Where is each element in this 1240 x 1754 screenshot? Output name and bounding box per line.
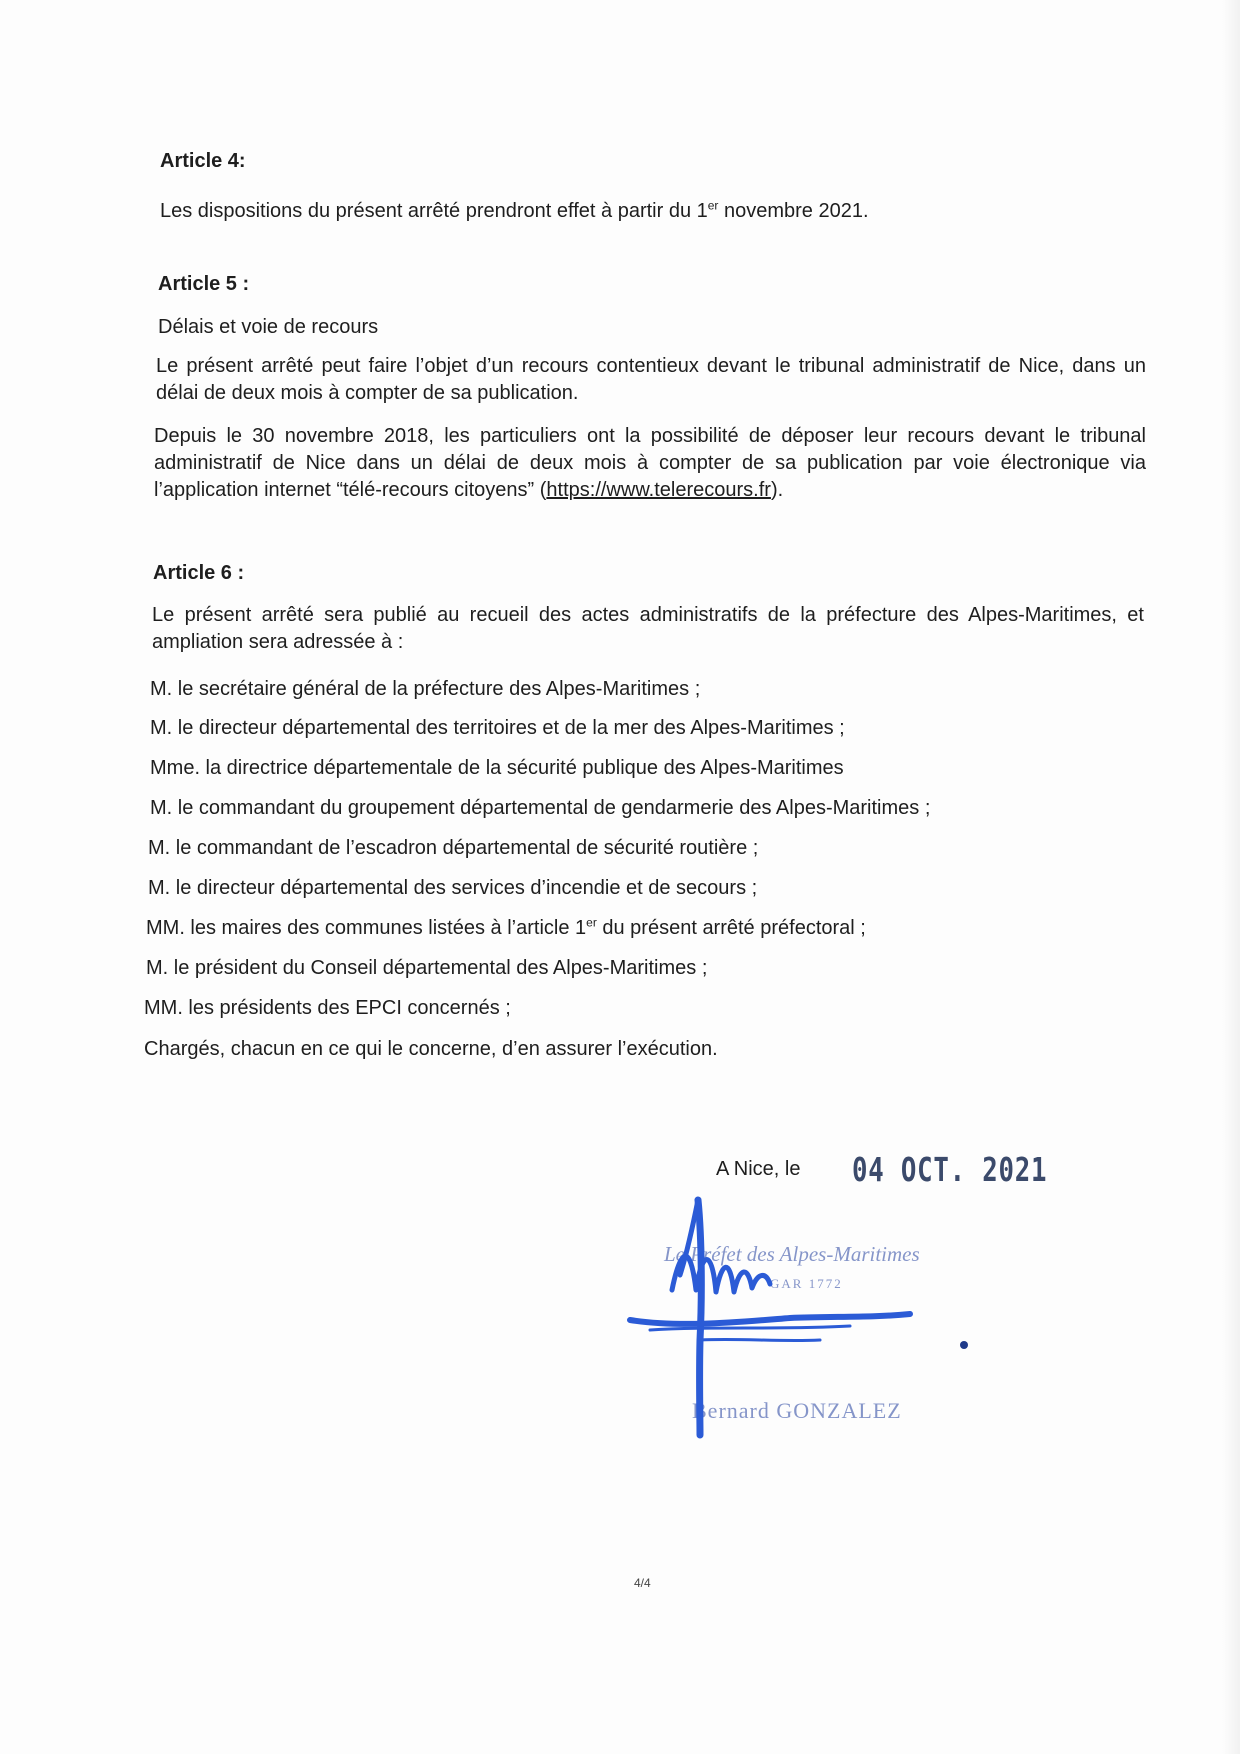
article-4-text-before: Les dispositions du présent arrêté prendront effet à partir du 1	[160, 200, 708, 222]
addressee-maires-after: du présent arrêté préfectoral ;	[596, 917, 866, 939]
page-number: 4/4	[634, 1576, 651, 1590]
stamp-title: Le Préfet des Alpes-Maritimes	[664, 1242, 920, 1266]
stamp-sub: GAR 1772	[770, 1276, 843, 1291]
article-4-text	[160, 198, 1060, 225]
handwritten-signature	[620, 1180, 1010, 1440]
article-4-text-after: novembre 2021.	[718, 200, 869, 222]
addressee-president-conseil: M. le président du Conseil départemental des Alpes-Maritimes ;	[146, 957, 708, 979]
article-5-paragraph-2	[154, 423, 1146, 504]
stamp-name: Bernard GONZALEZ	[692, 1398, 902, 1423]
date-stamp: 04 OCT. 2021	[852, 1150, 1048, 1189]
article-5-paragraph-1: Le présent arrêté peut faire l’objet d’un recours contentieux devant le tribunal administratif de Nice, dans un délai de deux mois à compter de sa publication.	[156, 355, 1146, 404]
addressee-maires-superscript: er	[586, 915, 597, 930]
article-6-intro: Le présent arrêté sera publié au recueil des actes administratifs de la préfecture des Alpes-Maritimes, et ampliation sera adressée à :	[152, 604, 1144, 653]
article-5-heading: Article 5 :	[158, 273, 250, 295]
addressee-directrice-securite: Mme. la directrice départementale de la sécurité publique des Alpes-Maritimes	[150, 757, 844, 779]
article-4-heading: Article 4:	[160, 150, 246, 172]
addressee-maires	[146, 915, 866, 941]
article-6-heading: Article 6 :	[153, 562, 245, 584]
telerecours-link[interactable]: https://www.telerecours.fr	[546, 479, 771, 501]
addressee-secretaire-general: M. le secrétaire général de la préfecture des Alpes-Maritimes ;	[150, 678, 701, 700]
addressee-directeur-incendie: M. le directeur départemental des services d’incendie et de secours ;	[148, 877, 758, 899]
addressee-directeur-territoires: M. le directeur départemental des territoires et de la mer des Alpes-Maritimes ;	[150, 717, 845, 739]
addressee-commandant-escadron: M. le commandant de l’escadron départemental de sécurité routière ;	[148, 837, 759, 859]
scan-edge-shadow	[1222, 0, 1240, 1754]
article-5-paragraph-2-before: Depuis le 30 novembre 2018, les particuliers ont la possibilité de déposer leur recours devant le tribunal administratif de Nice dans un délai de deux mois à compter de sa publication par voie électronique via l’application internet “télé-recours citoyens” (	[154, 425, 1146, 501]
article-5-paragraph-2-after: ).	[770, 479, 784, 501]
article-5-subheading: Délais et voie de recours	[158, 316, 379, 338]
addressee-maires-before: MM. les maires des communes listées à l’article 1	[146, 917, 587, 939]
place-label: A Nice, le	[716, 1158, 801, 1180]
addressee-commandant-gendarmerie: M. le commandant du groupement départemental de gendarmerie des Alpes-Maritimes ;	[150, 797, 931, 819]
addressee-presidents-epci: MM. les présidents des EPCI concernés ;	[144, 997, 511, 1019]
article-4-superscript: er	[707, 198, 719, 213]
execution-clause: Chargés, chacun en ce qui le concerne, d’en assurer l’exécution.	[144, 1038, 718, 1060]
